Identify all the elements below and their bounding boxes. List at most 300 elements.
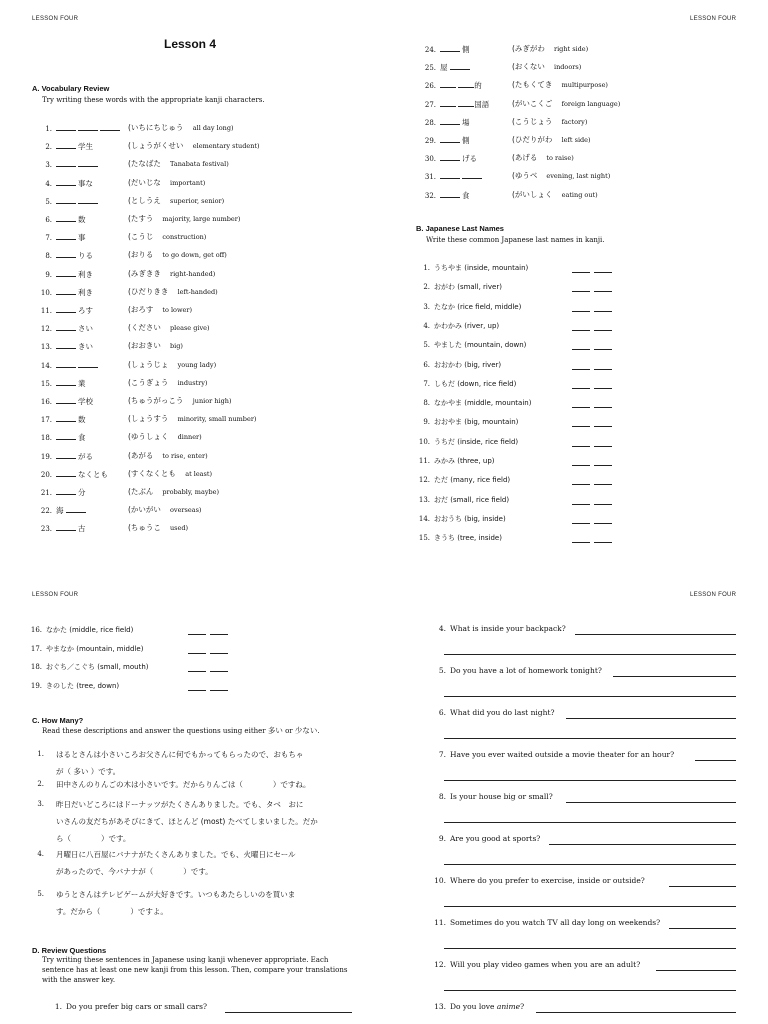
- answer-blank[interactable]: [594, 303, 612, 312]
- answer-blank[interactable]: [188, 645, 206, 654]
- vocab-gloss: industry): [177, 378, 208, 387]
- page-bottom: [0, 582, 768, 1024]
- answer-blank[interactable]: [440, 43, 460, 52]
- item-number: 24.: [424, 46, 436, 54]
- last-name-text: おぐち／こぐち (small, mouth): [46, 663, 149, 671]
- item-number: 4.: [37, 850, 44, 858]
- vocab-reading: (ゆうしょく: [128, 432, 169, 442]
- how-many-line: いさんの友だちがあそびにきて、ほとんど (most) たべてしまいました。だか: [56, 817, 318, 826]
- vocab-reading: (がいしょく: [512, 189, 553, 199]
- section-d-heading: D. Review Questions: [32, 946, 107, 955]
- answer-blank[interactable]: [440, 116, 460, 125]
- last-name-item: [408, 436, 518, 448]
- vocab-reading: (たもくてき: [512, 80, 553, 90]
- vocab-kanji: 事: [78, 233, 86, 243]
- answer-blank[interactable]: [594, 341, 612, 350]
- item-number: 10.: [434, 876, 446, 885]
- item-number: 8.: [45, 252, 52, 261]
- answer-blank[interactable]: [188, 663, 206, 672]
- vocab-reading: (すくなくとも: [128, 468, 176, 478]
- answer-blank[interactable]: [56, 450, 76, 459]
- answer-blank[interactable]: [594, 476, 612, 485]
- answer-blank[interactable]: [572, 457, 590, 466]
- last-name-text: おだ (small, rice field): [434, 495, 510, 504]
- vocab-item: [30, 268, 216, 280]
- last-name-text: しもだ (down, rice field): [434, 379, 517, 388]
- item-number: 19.: [40, 452, 52, 461]
- vocab-reading: (あげる: [512, 153, 538, 163]
- answer-blank[interactable]: [594, 264, 612, 273]
- answer-line[interactable]: [444, 780, 736, 781]
- answer-line[interactable]: [444, 864, 736, 865]
- last-name-item: [20, 643, 143, 655]
- item-number: 11.: [40, 307, 52, 315]
- how-many-text: [56, 796, 356, 847]
- vocab-item: [30, 140, 260, 152]
- vocab-kanji: 業: [78, 378, 86, 388]
- answer-blank[interactable]: [440, 152, 460, 161]
- answer-line[interactable]: [549, 844, 736, 845]
- answer-blank[interactable]: [572, 496, 590, 505]
- vocab-gloss: superior, senior): [170, 196, 225, 205]
- item-number: 4.: [45, 179, 52, 188]
- vocab-gloss: big): [170, 342, 183, 351]
- item-number: 12.: [40, 325, 52, 334]
- answer-blank[interactable]: [594, 515, 612, 524]
- answer-blank[interactable]: [56, 231, 76, 240]
- answer-blank[interactable]: [210, 645, 228, 654]
- how-many-line: 田中さんのりんごの木は小さいです。だからりんごは（ ）ですね。: [56, 780, 311, 789]
- last-name-item: [408, 532, 502, 544]
- answer-blank[interactable]: [56, 359, 76, 368]
- section-c-instruction: [42, 726, 320, 736]
- last-name-text: きうち (tree, inside): [434, 534, 502, 543]
- item-number: 3.: [37, 800, 44, 808]
- last-name-text: みかみ (three, up): [434, 457, 495, 465]
- vocab-gloss: majority, large number): [162, 215, 241, 223]
- item-number: 16.: [30, 626, 42, 634]
- answer-line[interactable]: [444, 822, 736, 823]
- running-head-right: LESSON FOUR: [690, 16, 737, 22]
- vocab-reading: (たなばた: [128, 159, 161, 169]
- running-head-right-2: LESSON FOUR: [690, 592, 737, 598]
- answer-blank[interactable]: [78, 158, 98, 167]
- answer-blank[interactable]: [188, 682, 206, 691]
- question-text-emph: anime: [496, 1002, 521, 1011]
- answer-blank[interactable]: [594, 283, 612, 292]
- answer-blank[interactable]: [440, 189, 460, 198]
- vocab-reading: (あがる: [128, 450, 154, 460]
- section-d-instruction-line: with the answer key.: [42, 976, 116, 984]
- item-number: 11.: [434, 918, 446, 927]
- section-c-heading: C. How Many?: [32, 716, 84, 725]
- vocab-item: [414, 170, 611, 182]
- item-number: 27.: [424, 100, 436, 109]
- vocab-kanji: 利き: [78, 269, 93, 279]
- vocab-item: [30, 177, 206, 189]
- answer-blank[interactable]: [572, 515, 590, 524]
- section-d-instruction: [42, 955, 347, 985]
- item-number: 4.: [423, 321, 430, 330]
- answer-blank[interactable]: [56, 395, 76, 404]
- item-number: 17.: [40, 416, 52, 425]
- last-name-item: [408, 397, 531, 409]
- item-number: 6.: [438, 708, 446, 717]
- answer-blank[interactable]: [56, 377, 76, 386]
- answer-blank[interactable]: [56, 140, 76, 149]
- question-text: Are you good at sports?: [450, 834, 541, 843]
- item-number: 5.: [438, 666, 446, 675]
- vocab-gloss: Tanabata festival): [170, 160, 229, 169]
- vocab-item: [30, 377, 208, 389]
- item-number: 9.: [423, 418, 430, 427]
- vocab-reading: (たぶん: [128, 487, 154, 496]
- item-number: 15.: [40, 379, 52, 388]
- vocab-kanji: 海: [56, 506, 64, 516]
- vocab-reading: (こうじょう: [512, 116, 553, 126]
- item-number: 5.: [423, 341, 430, 350]
- answer-blank[interactable]: [210, 682, 228, 691]
- item-number: 28.: [424, 118, 436, 127]
- item-number: 1.: [37, 750, 44, 758]
- review-question: [40, 1002, 207, 1011]
- question-text: Do you love: [450, 1002, 497, 1011]
- vocab-item: [30, 504, 202, 516]
- vocab-item: [30, 340, 183, 352]
- vocab-item: [30, 249, 227, 261]
- item-number: 14.: [40, 361, 52, 370]
- vocab-item: [30, 322, 210, 334]
- last-name-item: [408, 455, 495, 467]
- item-number: 3.: [423, 302, 430, 311]
- answer-blank[interactable]: [458, 98, 474, 107]
- how-many-line: す。だから（ ）ですよ。: [56, 907, 168, 916]
- answer-line[interactable]: [444, 990, 736, 991]
- vocab-reading: (おりる: [128, 250, 154, 260]
- vocab-kanji: なくとも: [78, 469, 108, 479]
- item-number: 5.: [45, 197, 52, 206]
- vocab-kanji: 学校: [78, 397, 93, 406]
- vocab-reading: (ゆうべ: [512, 171, 538, 181]
- last-name-text: なかやま (middle, mountain): [434, 399, 532, 408]
- last-name-text: たなか (rice field, middle): [434, 302, 522, 311]
- section-b-instruction: Write these common Japanese last names in kanji.: [426, 236, 605, 244]
- last-name-item: [408, 513, 506, 525]
- answer-blank[interactable]: [56, 286, 76, 295]
- running-head-left-2: LESSON FOUR: [32, 592, 79, 598]
- section-a-instruction: Try writing these words with the appropriate kanji characters.: [42, 96, 265, 104]
- item-number: 2.: [37, 780, 44, 788]
- answer-blank[interactable]: [56, 322, 76, 331]
- answer-blank[interactable]: [56, 158, 76, 167]
- vocab-reading: (おおきい: [128, 341, 161, 351]
- answer-blank[interactable]: [594, 380, 612, 389]
- review-question: [424, 750, 674, 759]
- last-name-text: やました (mountain, down): [434, 341, 527, 350]
- item-number: 31.: [424, 173, 436, 182]
- answer-blank[interactable]: [572, 303, 590, 312]
- answer-blank[interactable]: [210, 626, 228, 635]
- answer-line[interactable]: [566, 802, 736, 803]
- review-question: [424, 876, 645, 885]
- vocab-reading: (しょうじょ: [128, 359, 169, 369]
- section-a-heading: A. Vocabulary Review: [32, 84, 110, 93]
- answer-blank[interactable]: [594, 457, 612, 466]
- vocab-item: [414, 189, 598, 201]
- answer-blank[interactable]: [78, 195, 98, 204]
- section-c-instruction-b: 少ない: [294, 726, 318, 735]
- answer-blank[interactable]: [188, 626, 206, 635]
- last-name-item: [20, 680, 119, 692]
- vocab-kanji: 食: [462, 190, 470, 200]
- answer-line[interactable]: [575, 634, 736, 635]
- answer-line[interactable]: [225, 1012, 352, 1013]
- last-name-text: かわかみ (river, up): [434, 321, 500, 330]
- vocab-item: [30, 195, 225, 207]
- answer-blank[interactable]: [572, 380, 590, 389]
- item-number: 8.: [423, 399, 430, 408]
- vocab-reading: (たすう: [128, 214, 154, 223]
- last-name-item: [408, 281, 502, 293]
- review-question: [424, 792, 553, 801]
- vocab-reading: (がいこくご: [512, 98, 553, 108]
- item-number: 9.: [438, 834, 446, 843]
- item-number: 18.: [30, 663, 42, 671]
- review-question: [424, 666, 602, 675]
- answer-blank[interactable]: [594, 322, 612, 331]
- answer-line[interactable]: [444, 738, 736, 739]
- answer-line[interactable]: [613, 676, 736, 677]
- vocab-gloss: foreign language): [561, 99, 621, 108]
- vocab-kanji: 屋: [440, 63, 448, 73]
- answer-blank[interactable]: [56, 468, 76, 477]
- item-number: 1.: [45, 125, 52, 133]
- section-d-instruction-line: sentence has at least one new kanji from this lesson. Then, compare your translations: [42, 966, 348, 974]
- how-many-line: ゆうとさんはテレビゲームが大好きです。いつもあたらしいのを買いま: [56, 890, 296, 899]
- vocab-reading: (ひだりきき: [128, 286, 169, 296]
- section-c-instruction-a: 多い: [267, 726, 283, 735]
- vocab-reading: (ひだりがわ: [512, 135, 553, 144]
- answer-blank[interactable]: [56, 195, 76, 204]
- vocab-kanji: 国語: [474, 99, 490, 109]
- answer-line[interactable]: [444, 906, 736, 907]
- item-number: 13.: [418, 495, 430, 504]
- answer-blank[interactable]: [594, 534, 612, 543]
- vocab-gloss: factory): [561, 117, 588, 126]
- answer-blank[interactable]: [572, 418, 590, 427]
- review-question: [424, 918, 660, 927]
- answer-blank[interactable]: [572, 476, 590, 485]
- answer-line[interactable]: [444, 948, 736, 949]
- vocab-reading: (いちにちじゅう: [128, 123, 184, 132]
- answer-blank[interactable]: [78, 122, 98, 131]
- last-name-item: [408, 416, 518, 428]
- last-name-item: [408, 320, 499, 332]
- vocab-item: [414, 79, 608, 91]
- how-many-text: [56, 886, 356, 920]
- answer-blank[interactable]: [56, 177, 76, 186]
- item-number: 17.: [30, 644, 42, 653]
- review-question: [424, 834, 540, 843]
- vocab-gloss: to go down, get off): [162, 251, 227, 260]
- item-number: 2.: [423, 283, 430, 292]
- answer-blank[interactable]: [56, 122, 76, 131]
- last-name-text: やまなか (mountain, middle): [46, 644, 144, 653]
- answer-blank[interactable]: [440, 134, 460, 143]
- answer-blank[interactable]: [572, 283, 590, 292]
- last-name-item: [408, 378, 516, 390]
- vocab-gloss: elementary student): [192, 142, 260, 151]
- page-title: Lesson 4: [163, 37, 217, 51]
- vocab-item: [30, 158, 229, 170]
- answer-blank[interactable]: [56, 486, 76, 495]
- vocab-gloss: important): [170, 178, 206, 187]
- vocab-reading: (だいじな: [128, 177, 161, 187]
- vocab-item: [30, 304, 193, 316]
- how-many-line: が（ 多い ）です。: [56, 767, 121, 776]
- answer-blank[interactable]: [594, 361, 612, 370]
- answer-blank[interactable]: [56, 304, 76, 313]
- answer-blank[interactable]: [594, 438, 612, 447]
- question-text: Is your house big or small?: [450, 792, 553, 801]
- answer-blank[interactable]: [210, 663, 228, 672]
- answer-blank[interactable]: [572, 322, 590, 331]
- vocab-gloss: to raise): [546, 154, 574, 163]
- vocab-reading: (おくない: [512, 62, 545, 72]
- answer-blank[interactable]: [594, 496, 612, 505]
- vocab-kanji: 食: [78, 433, 86, 443]
- vocab-gloss: please give): [170, 324, 210, 333]
- item-number: 1.: [54, 1002, 62, 1011]
- answer-blank[interactable]: [56, 340, 76, 349]
- answer-blank[interactable]: [594, 399, 612, 408]
- answer-blank[interactable]: [572, 534, 590, 543]
- question-text: What did you do last night?: [450, 708, 555, 717]
- question-text: Do you have a lot of homework tonight?: [450, 666, 602, 675]
- item-number: 30.: [424, 155, 436, 164]
- answer-blank[interactable]: [56, 431, 76, 440]
- vocab-item: [414, 98, 621, 110]
- item-number: 13.: [434, 1002, 446, 1011]
- item-number: 8.: [438, 792, 446, 801]
- answer-blank[interactable]: [440, 98, 456, 107]
- review-question: [424, 708, 554, 717]
- answer-line[interactable]: [669, 928, 736, 929]
- answer-line[interactable]: [536, 1012, 736, 1013]
- how-many-text: [56, 776, 356, 793]
- review-question: [424, 624, 566, 633]
- answer-blank[interactable]: [450, 61, 470, 70]
- item-number: 29.: [424, 137, 436, 145]
- item-number: 19.: [30, 681, 42, 690]
- answer-blank[interactable]: [78, 359, 98, 368]
- vocab-reading: (かいがい: [128, 505, 161, 515]
- vocab-reading: (こうぎょう: [128, 377, 169, 387]
- answer-blank[interactable]: [462, 170, 482, 179]
- question-text: Will you play video games when you are an adult?: [450, 960, 641, 969]
- vocab-kanji: 場: [462, 117, 470, 127]
- item-number: 6.: [423, 360, 430, 369]
- answer-blank[interactable]: [572, 399, 590, 408]
- answer-blank[interactable]: [572, 361, 590, 370]
- vocab-gloss: used): [170, 524, 189, 533]
- section-c-instruction-post: .: [317, 727, 320, 735]
- answer-blank[interactable]: [56, 413, 76, 422]
- answer-line[interactable]: [444, 654, 736, 655]
- last-name-text: うちだ (inside, rice field): [434, 437, 519, 446]
- item-number: 22.: [40, 507, 52, 516]
- answer-blank[interactable]: [594, 418, 612, 427]
- vocab-kanji: 事な: [78, 178, 93, 188]
- vocab-gloss: left side): [561, 136, 591, 144]
- vocab-kanji: 古: [78, 524, 86, 534]
- answer-blank[interactable]: [66, 504, 86, 513]
- section-d-instruction-line: Try writing these sentences in Japanese using kanji whenever appropriate. Each: [42, 956, 329, 964]
- review-question: [424, 1002, 524, 1011]
- vocab-kanji: 利き: [78, 287, 93, 297]
- section-b-heading: B. Japanese Last Names: [416, 224, 504, 233]
- last-name-text: おがわ (small, river): [434, 283, 502, 292]
- item-number: 5.: [37, 890, 44, 898]
- vocab-kanji: 分: [78, 488, 86, 497]
- item-number: 7.: [45, 234, 52, 243]
- answer-line[interactable]: [656, 970, 736, 971]
- answer-blank[interactable]: [56, 268, 76, 277]
- item-number: 3.: [45, 161, 52, 170]
- vocab-gloss: minority, small number): [177, 415, 257, 424]
- answer-blank[interactable]: [572, 264, 590, 273]
- item-number: 13.: [40, 343, 52, 352]
- vocab-item: [30, 522, 189, 534]
- answer-line[interactable]: [566, 718, 736, 719]
- running-head-left: LESSON FOUR: [32, 16, 79, 22]
- vocab-item: [414, 152, 574, 164]
- item-number: 20.: [40, 470, 52, 479]
- answer-blank[interactable]: [56, 249, 76, 258]
- question-text: Where do you prefer to exercise, inside or outside?: [450, 876, 645, 885]
- vocab-kanji: がる: [78, 451, 93, 461]
- answer-blank[interactable]: [100, 122, 120, 131]
- vocab-gloss: multipurpose): [561, 81, 608, 90]
- item-number: 10.: [418, 437, 430, 446]
- answer-blank[interactable]: [56, 213, 76, 222]
- how-many-text: [56, 846, 356, 880]
- answer-line[interactable]: [695, 760, 736, 761]
- vocab-item: [30, 359, 217, 371]
- question-text: ?: [520, 1002, 525, 1011]
- answer-blank[interactable]: [56, 522, 76, 531]
- item-number: 7.: [423, 379, 430, 388]
- vocab-reading: (ちゅうこ: [128, 523, 161, 533]
- vocab-item: [30, 122, 234, 134]
- vocab-kanji: きい: [78, 342, 93, 352]
- how-many-text: [56, 746, 356, 780]
- how-many-line: 昨日だいどころにはドーナッツがたくさんありました。でも、タベ おに: [56, 800, 304, 809]
- question-text: What is inside your backpack?: [450, 624, 566, 633]
- answer-line[interactable]: [669, 886, 736, 887]
- question-text: Have you ever waited outside a movie theater for an hour?: [450, 750, 675, 759]
- answer-blank[interactable]: [440, 170, 460, 179]
- answer-blank[interactable]: [572, 438, 590, 447]
- answer-blank[interactable]: [458, 79, 474, 88]
- vocab-item: [30, 431, 202, 443]
- vocab-gloss: junior high): [192, 397, 232, 405]
- answer-blank[interactable]: [440, 79, 456, 88]
- vocab-item: [30, 286, 218, 298]
- answer-line[interactable]: [444, 696, 736, 697]
- answer-blank[interactable]: [572, 341, 590, 350]
- vocab-kanji: りる: [78, 251, 93, 261]
